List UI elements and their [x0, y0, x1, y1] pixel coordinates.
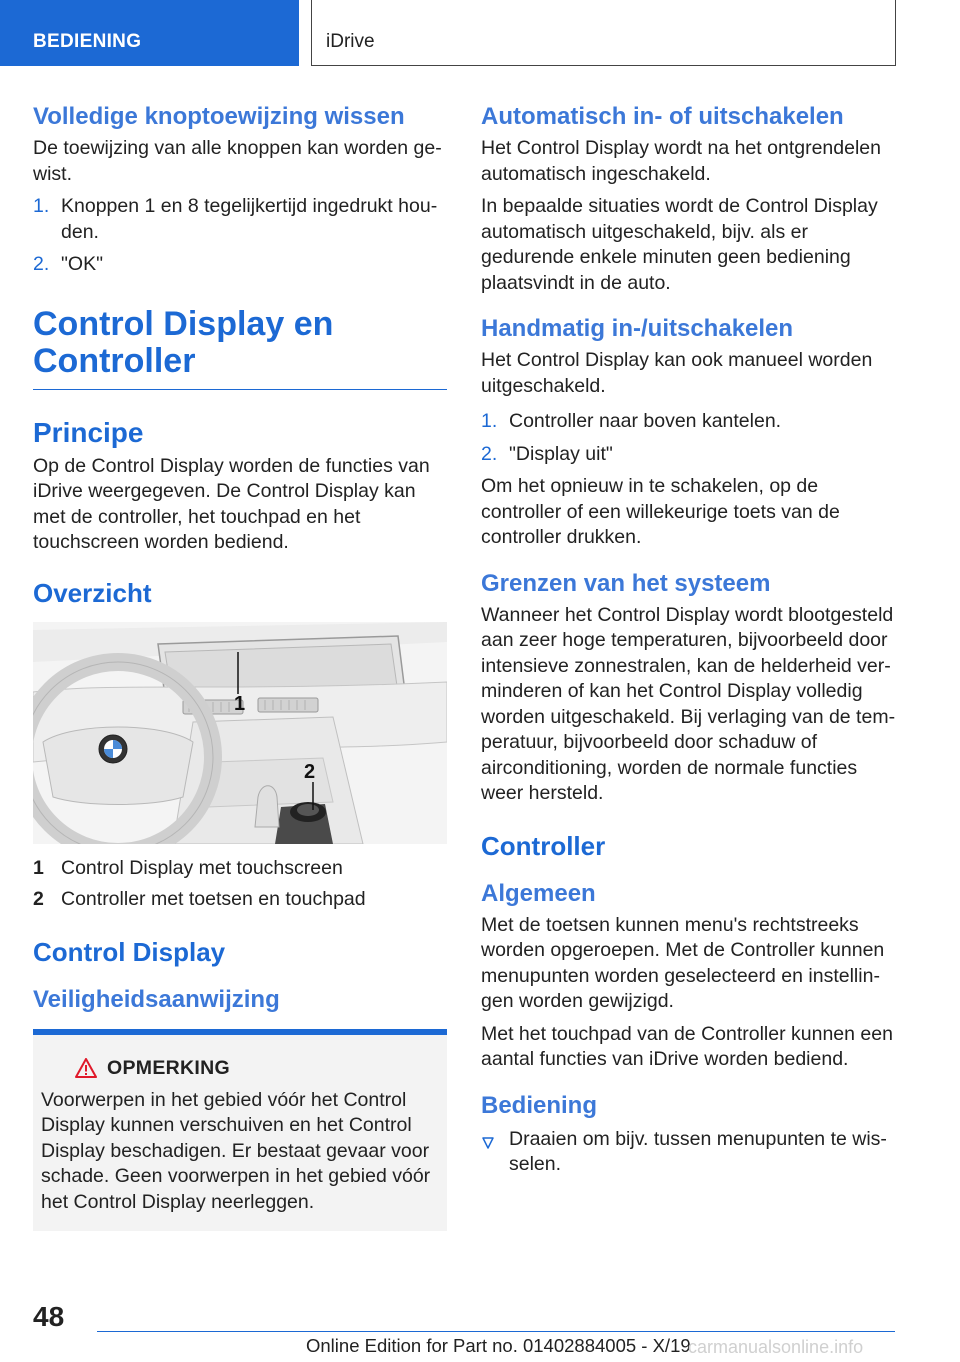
- heading-clear-assignment: Volledige knoptoewijzing wissen: [33, 103, 405, 130]
- legend-text: Controller met toetsen en touchpad: [61, 888, 366, 910]
- chapter-heading-line1: Control Display en: [33, 304, 334, 343]
- footer-watermark: carmanualsonline.info: [688, 1337, 864, 1357]
- heading-auto-switch: Automatisch in- of uitschakelen: [481, 103, 844, 130]
- paragraph-principle: Op de Control Display worden de functies van iDrive weergegeven. De Control Display kan met de controller, het touchpad en het touchscreen worden bediend.: [33, 454, 430, 553]
- heading-general: Algemeen: [481, 879, 596, 907]
- legend-number: 2: [33, 888, 44, 910]
- manual-steps-list: [481, 409, 897, 467]
- list-item: [481, 409, 897, 435]
- paragraph-manual: Het Control Display kan ook manueel worden uitgeschakeld.: [481, 349, 873, 397]
- chapter-heading: [33, 306, 447, 390]
- footer-divider: [97, 1331, 895, 1332]
- paragraph-auto-1: Het Control Display wordt na het ontgrendelen automatisch ingeschakeld.: [481, 137, 881, 185]
- callout-1: 1: [234, 692, 246, 715]
- left-column: [33, 100, 447, 1231]
- paragraph-clear-assignment: De toewijzing van alle knoppen kan worden gewist.: [33, 137, 442, 185]
- section-label: BEDIENING: [33, 31, 142, 52]
- step-text: "OK": [61, 253, 104, 275]
- figure-legend: [33, 856, 447, 913]
- warning-triangle-icon: [75, 1058, 97, 1078]
- page-number: 48: [33, 1301, 65, 1332]
- paragraph-system-limits: Wanneer het Control Display wordt blootgesteld aan zeer hoge temperaturen, bijvoorbeeld door intensieve zonnestralen, kan de helderheid verminderen of kan het Control Display volledig worden uitgeschakeld. Bij verlaging van de temperatuur, bijvoorbeeld door schaduw of airconditioning, worden de normale functies weer hersteld.: [481, 603, 896, 804]
- chapter-box: [311, 0, 896, 66]
- list-item: [33, 252, 447, 278]
- dashboard-illustration: [33, 622, 447, 844]
- step-number: 2.: [33, 253, 50, 275]
- list-item: [481, 442, 897, 468]
- warning-title-row: [75, 1057, 439, 1080]
- step-number: 1.: [481, 410, 498, 432]
- legend-item: [33, 887, 447, 913]
- heading-operation: Bediening: [481, 1091, 598, 1119]
- heading-system-limits: Grenzen van het systeem: [481, 569, 771, 597]
- step-number: 2.: [481, 442, 498, 465]
- warning-box: [33, 1029, 447, 1232]
- legend-text: Control Display met touchscreen: [61, 856, 343, 879]
- callout-2: 2: [304, 760, 316, 783]
- heading-manual-switch: Handmatig in-/uitschakelen: [481, 315, 794, 342]
- clear-steps-list: [33, 194, 447, 278]
- step-text: "Display uit": [509, 442, 613, 465]
- step-number: 1.: [33, 195, 50, 217]
- warning-text: Voorwerpen in het gebied vóór het Control Display kunnen verschuiven en het Control Display beschadigen. Er bestaat gevaar voor schade. Geen voorwerpen in het gebied vóór het Control Display neerleggen.: [41, 1088, 431, 1213]
- heading-safety: Veiligheidsaanwijzing: [33, 985, 280, 1013]
- list-item: [33, 194, 447, 245]
- operation-list: [481, 1127, 897, 1178]
- heading-controller: Controller: [481, 830, 606, 861]
- paragraph-manual-on: Om het opnieuw in te schakelen, op de controller of een willekeurige toets van de controller drukken.: [481, 475, 840, 548]
- list-item: [481, 1127, 897, 1178]
- page-header: [0, 0, 960, 66]
- heading-principle: Principe: [33, 416, 144, 448]
- chapter-heading-line2: Controller: [33, 341, 196, 380]
- section-tab: [0, 0, 299, 66]
- right-column: [481, 100, 897, 1178]
- heading-overview: Overzicht: [33, 577, 152, 608]
- triangle-bullet-icon: [481, 1132, 495, 1158]
- legend-number: 1: [33, 856, 44, 879]
- footer-edition: Online Edition for Part no. 01402884005 - X/19: [306, 1335, 691, 1356]
- paragraph-general-1: Met de toetsen kunnen menu's rechtstreeks worden opgeroepen. Met de Controller kunnen menupunten worden geselecteerd en instellingen worden gewijzigd.: [481, 913, 885, 1012]
- step-text: Controller naar boven kantelen.: [509, 410, 782, 432]
- dashboard-drawing: [33, 622, 447, 844]
- operation-item-text: Draaien om bijv. tussen menupunten te wisselen.: [509, 1127, 887, 1175]
- legend-item: [33, 856, 447, 882]
- warning-title: OPMERKING: [107, 1056, 230, 1079]
- heading-control-display: Control Display: [33, 936, 226, 967]
- chapter-label: iDrive: [326, 31, 375, 52]
- paragraph-auto-2: In bepaalde situaties wordt de Control Display automatisch uitgeschakeld, bijv. als er gedurende enkele minuten geen bediening plaatsvindt in de auto.: [481, 195, 878, 294]
- paragraph-general-2: Met het touchpad van de Controller kunnen een aantal functies van iDrive worden bediend.: [481, 1022, 893, 1070]
- step-text: Knoppen 1 en 8 tegelijkertijd ingedrukt houden.: [61, 195, 438, 243]
